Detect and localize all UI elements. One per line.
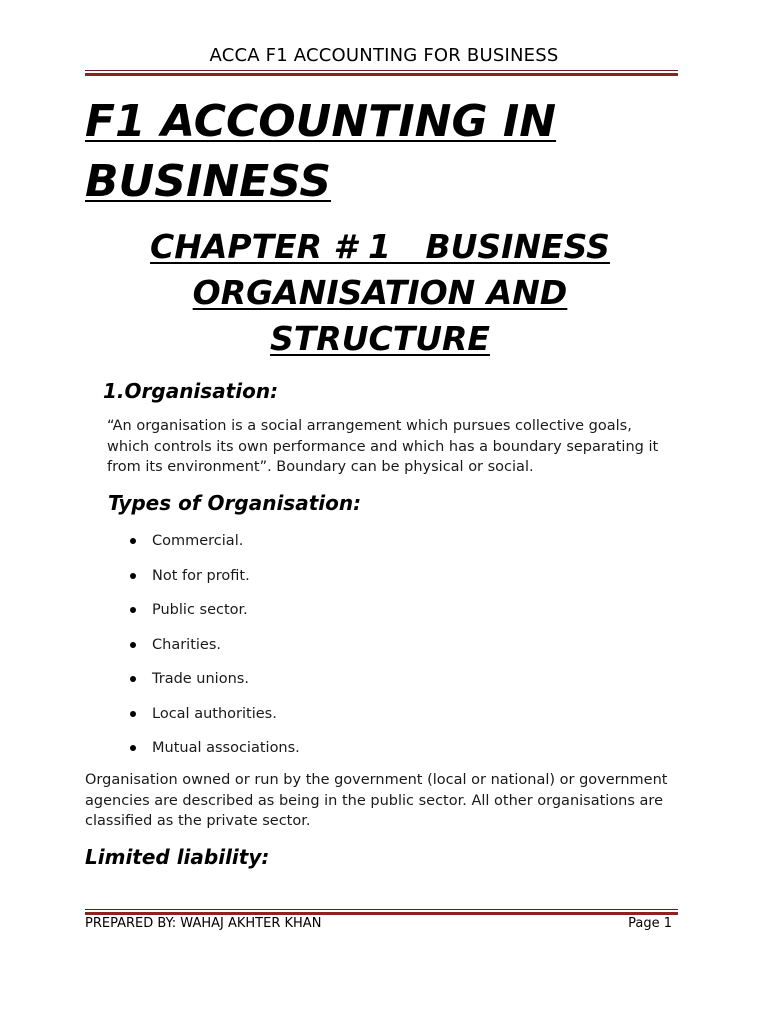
footer-page-number: Page 1 — [628, 916, 672, 931]
bullet-icon — [130, 711, 136, 717]
limited-liability-heading: Limited liability: — [85, 845, 270, 869]
header-divider-thin-line — [85, 70, 678, 71]
list-item — [130, 702, 300, 737]
list-item-label: Commercial. — [152, 533, 244, 549]
bullet-icon — [130, 745, 136, 751]
list-item-label: Trade unions. — [152, 671, 249, 687]
list-item-label: Charities. — [152, 636, 221, 653]
list-item-label: Local authorities. — [152, 705, 277, 722]
chapter-title — [110, 224, 650, 362]
chapter-title-line-3: STRUCTURE — [270, 319, 490, 358]
bullet-icon — [130, 676, 136, 682]
header-divider-thick-line — [85, 73, 678, 76]
list-item-label: Public sector. — [152, 602, 248, 618]
list-item — [130, 598, 300, 633]
chapter-title-line-2: ORGANISATION AND — [192, 273, 568, 312]
chapter-title-line-1: CHAPTER # 1 BUSINESS — [150, 227, 610, 266]
list-item — [130, 633, 300, 668]
bullet-icon — [130, 538, 136, 544]
bullet-icon — [130, 642, 136, 648]
page-title: F1 ACCOUNTING IN BUSINESS — [85, 96, 557, 207]
list-item — [130, 564, 300, 599]
organisation-types-list — [130, 529, 300, 771]
header-divider — [85, 70, 678, 76]
types-of-organisation-heading: Types of Organisation: — [108, 491, 362, 515]
list-item-label: Not for profit. — [152, 567, 250, 584]
bullet-icon — [130, 607, 136, 613]
list-item — [130, 667, 300, 702]
bullet-icon — [130, 573, 136, 579]
document-header-title: ACCA F1 ACCOUNTING FOR BUSINESS — [209, 45, 559, 66]
list-item-label: Mutual associations. — [152, 740, 300, 756]
list-item — [130, 736, 300, 771]
organisation-heading: 1.Organisation: — [103, 379, 279, 403]
footer-divider-thin-line — [85, 909, 678, 910]
organisation-definition: “An organisation is a social arrangement which pursues collective goals, which controls its own performance and which has a boundary separating it from its environment”. Boundary can be physical or social. — [107, 418, 659, 475]
public-private-sector-paragraph: Organisation owned or run by the government (local or national) or government agencies are described as being in the public sector. All other organisations are classified as the private sector. — [85, 772, 668, 829]
footer-prepared-by: PREPARED BY: WAHAJ AKHTER KHAN — [85, 916, 322, 931]
list-item — [130, 529, 300, 564]
